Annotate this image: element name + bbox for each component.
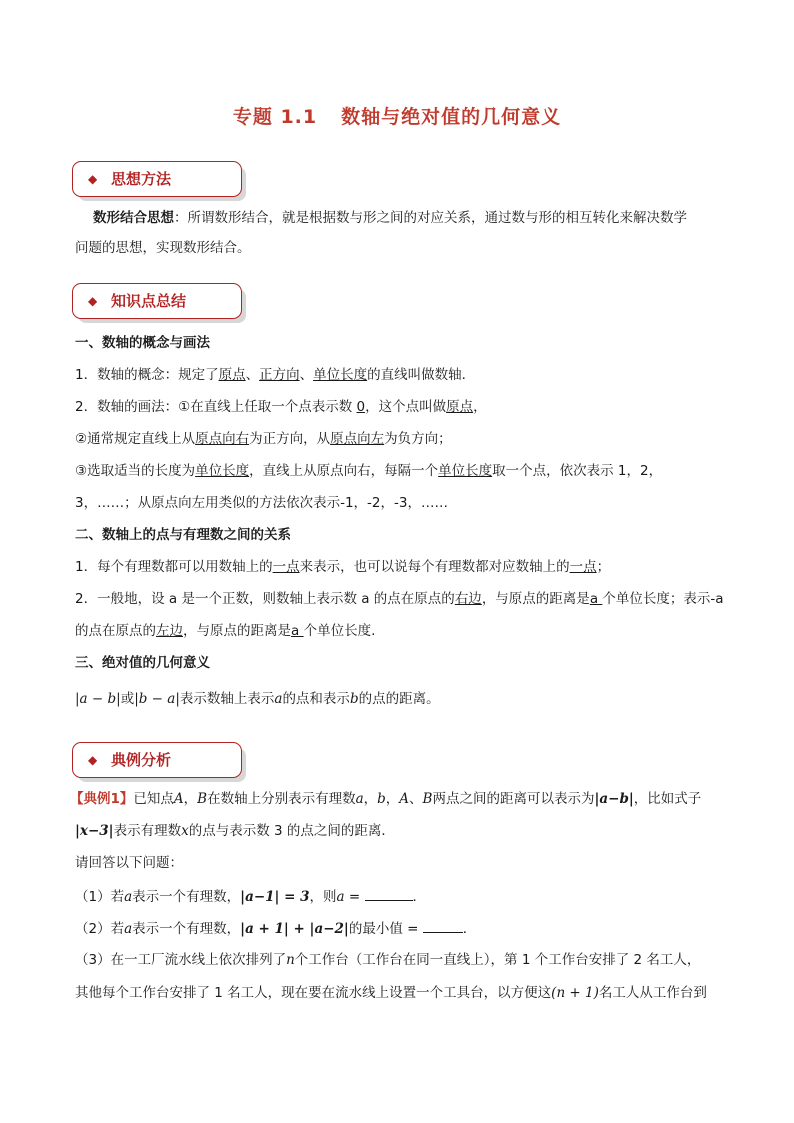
formula-line: |a − b|或|b − a|表示数轴上表示a的点和表示b的点的距离。 — [75, 691, 440, 707]
section-header-knowledge-summary — [72, 283, 242, 319]
section-label: 知识点总结 — [111, 292, 187, 310]
subheading: 一、数轴的概念与画法 — [75, 335, 210, 351]
diamond-bullet-icon: ◆ — [88, 753, 98, 767]
title-main: 数轴与绝对值的几何意义 — [341, 106, 562, 128]
paragraph-line: 问题的思想，实现数形结合。 — [75, 240, 251, 256]
formula: |a − b| — [75, 691, 121, 707]
question-1: （1）若a表示一个有理数，|a−1| = 3，则a = ． — [75, 886, 426, 907]
question-3-cont: 其他每个工作台安排了 1 名工人，现在要在流水线上设置一个工具台，以方便这(n + 1)名工人从工作台到 — [75, 985, 707, 1001]
example-line: |x−3|表示有理数x的点与表示数 3 的点之间的距离． — [75, 823, 395, 839]
title-prefix: 专题 1.1 — [232, 106, 318, 128]
question-2: （2）若a表示一个有理数，|a + 1| + |a−2|的最小值 = ． — [75, 918, 476, 939]
paragraph-line: 1．每个有理数都可以用数轴上的一点来表示，也可以说每个有理数都对应数轴上的一点； — [75, 559, 611, 575]
paragraph-line: ③选取适当的长度为单位长度，直线上从原点向右，每隔一个单位长度取一个点，依次表示 1，2， — [75, 463, 663, 479]
section-label: 典例分析 — [111, 751, 172, 769]
example-line: 请回答以下问题： — [75, 855, 183, 871]
example-tag: 【典例1】 — [70, 791, 134, 807]
paragraph-line: 3，……；从原点向左用类似的方法依次表示-1，-2，-3，…… — [75, 495, 448, 511]
example-line: 【典例1】已知点A，B在数轴上分别表示有理数a，b，A、B两点之间的距离可以表示为|a−b|，比如式子 — [70, 791, 702, 807]
answer-blank[interactable] — [365, 886, 413, 901]
formula: |b − a| — [134, 691, 180, 707]
page-title — [0, 102, 794, 129]
section-label: 思想方法 — [111, 170, 172, 188]
diamond-bullet-icon: ◆ — [88, 172, 98, 186]
paragraph-line: ②通常规定直线上从原点向右为正方向，从原点向左为负方向； — [75, 431, 452, 447]
paragraph-line: 的点在原点的左边，与原点的距离是a 个单位长度. — [75, 623, 376, 639]
section-header-example-analysis — [72, 742, 242, 778]
subheading: 二、数轴上的点与有理数之间的关系 — [75, 527, 291, 543]
paragraph-line: 数形结合思想：所谓数形结合，就是根据数与形之间的对应关系，通过数与形的相互转化来解决数学 — [93, 210, 687, 226]
diamond-bullet-icon: ◆ — [88, 294, 98, 308]
paragraph-line: 1．数轴的概念：规定了原点、正方向、单位长度的直线叫做数轴． — [75, 367, 476, 383]
section-header-thinking-method — [72, 161, 242, 197]
question-3: （3）在一工厂流水线上依次排列了n个工作台（工作台在同一直线上），第 1 个工作台安排了 2 名工人， — [75, 952, 701, 968]
paragraph-line: 2．一般地，设 a 是一个正数，则数轴上表示数 a 的点在原点的右边，与原点的距离是a 个单位长度；表示-a — [75, 591, 724, 607]
subheading: 三、绝对值的几何意义 — [75, 655, 210, 671]
answer-blank[interactable] — [423, 918, 463, 933]
paragraph-line: 2．数轴的画法：①在直线上任取一个点表示数 0，这个点叫做原点， — [75, 399, 487, 415]
